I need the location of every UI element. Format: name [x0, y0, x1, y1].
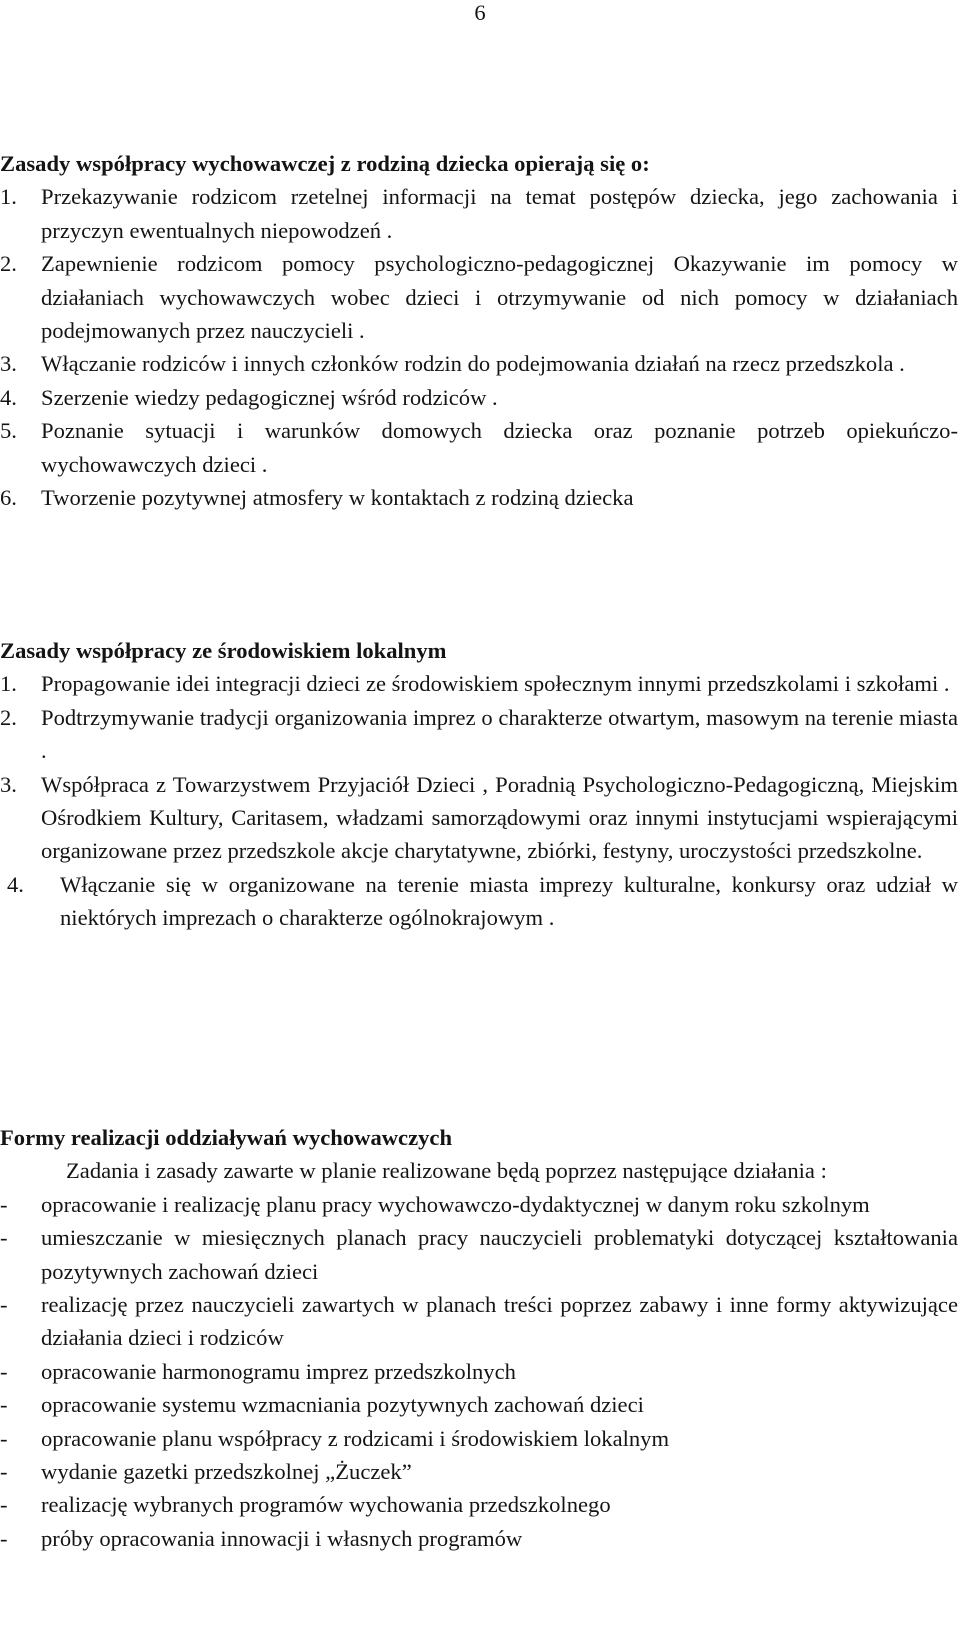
item-number: 1.: [0, 184, 17, 210]
list-item: [0, 247, 958, 347]
item-number: 4.: [0, 384, 17, 410]
bullet-dash: -: [0, 1225, 8, 1251]
list-item: [0, 1388, 958, 1421]
section-intro: Zadania i zasady zawarte w planie realizowane będą poprzez następujące działania :: [66, 1158, 827, 1184]
list-item: [0, 1221, 958, 1288]
item-text: opracowanie i realizację planu pracy wychowawczo-dydaktycznej w danym roku szkolnym: [41, 1191, 870, 1217]
item-text: opracowanie harmonogramu imprez przedszkolnych: [41, 1358, 516, 1384]
list-item: [0, 347, 958, 380]
item-text: Współpraca z Towarzystwem Przyjaciół Dzieci , Poradnią Psychologiczno-Pedagogiczną, Miejskim Ośrodkiem Kultury, Caritasem, władzami samorządowymi oraz innymi instytucjami wspierającymi organizowane przez przedszkole akcje charytatywne, zbiórki, festyny, uroczystości przedszkolne.: [41, 771, 958, 864]
list-item: [0, 1355, 958, 1388]
item-text: opracowanie systemu wzmacniania pozytywnych zachowań dzieci: [41, 1392, 644, 1418]
list-item: [0, 481, 958, 514]
list-item: [0, 868, 958, 935]
bullet-dash: -: [0, 1459, 8, 1485]
item-number: 5.: [0, 418, 17, 444]
section-heading: Formy realizacji oddziaływań wychowawczych: [0, 1125, 453, 1150]
item-number: 1.: [0, 671, 17, 697]
item-number: 6.: [0, 485, 17, 511]
bullet-dash: -: [0, 1525, 8, 1551]
item-text: realizację wybranych programów wychowania przedszkolnego: [41, 1492, 611, 1518]
item-text: Tworzenie pozytywnej atmosfery w kontaktach z rodziną dziecka: [41, 485, 634, 511]
item-text: Włączanie się w organizowane na terenie miasta imprezy kulturalne, konkursy oraz udział w niektórych imprezach o charakterze ogólnokrajowym .: [60, 871, 958, 931]
item-text: Propagowanie idei integracji dzieci ze środowiskiem społecznym innymi przedszkolami i szkołami .: [41, 671, 950, 697]
list-item: [0, 1522, 958, 1555]
bullet-dash: -: [0, 1191, 8, 1217]
item-text: Szerzenie wiedzy pedagogicznej wśród rodziców .: [41, 384, 498, 410]
bullet-dash: -: [0, 1292, 8, 1318]
section-forms: [0, 1121, 958, 1555]
item-number: 2.: [0, 251, 17, 277]
list-item: [0, 1288, 958, 1355]
bullet-dash: -: [0, 1392, 8, 1418]
item-number: 2.: [0, 704, 17, 730]
section-family-cooperation: [0, 147, 958, 514]
list-item: [0, 1488, 958, 1521]
item-text: opracowanie planu współpracy z rodzicami i środowiskiem lokalnym: [41, 1425, 670, 1451]
bullet-dash: -: [0, 1425, 8, 1451]
list-item: [0, 180, 958, 247]
list-item: [0, 667, 958, 700]
page-number: 6: [474, 0, 486, 25]
item-text: próby opracowania innowacji i własnych programów: [41, 1525, 523, 1551]
list-item: [0, 1188, 958, 1221]
list-item: [0, 414, 958, 481]
list-item: [0, 381, 958, 414]
item-text: wydanie gazetki przedszkolnej „Żuczek”: [41, 1459, 412, 1485]
item-text: realizację przez nauczycieli zawartych w planach treści poprzez zabawy i inne formy aktywizujące działania dzieci i rodziców: [41, 1292, 958, 1351]
list-item: [0, 701, 958, 768]
item-text: Poznanie sytuacji i warunków domowych dziecka oraz poznanie potrzeb opiekuńczo-wychowawczych dzieci .: [41, 418, 958, 477]
item-text: umieszczanie w miesięcznych planach pracy nauczycieli problematyki dotyczącej kształtowania pozytywnych zachowań dzieci: [41, 1225, 958, 1284]
bullet-dash: -: [0, 1358, 8, 1384]
list-item: [0, 768, 958, 868]
section-heading: Zasady współpracy wychowawczej z rodziną dziecka opierają się o:: [0, 151, 650, 176]
bullet-dash: -: [0, 1492, 8, 1518]
list-item: [0, 1422, 958, 1455]
item-number: 3.: [0, 351, 17, 377]
item-text: Przekazywanie rodzicom rzetelnej informacji na temat postępów dziecka, jego zachowania i przyczyn ewentualnych niepowodzeń .: [41, 184, 958, 243]
item-number: 3.: [0, 771, 17, 797]
item-text: Zapewnienie rodzicom pomocy psychologiczno-pedagogicznej Okazywanie im pomocy w działaniach wychowawczych wobec dzieci i otrzymywanie od nich pomocy w działaniach podejmowanych przez nauczycieli .: [41, 251, 958, 344]
list-item: [0, 1455, 958, 1488]
section-heading: Zasady współpracy ze środowiskiem lokalnym: [0, 638, 447, 663]
item-number: 4.: [7, 871, 24, 897]
section-local-cooperation: [0, 634, 958, 935]
item-text: Włączanie rodziców i innych członków rodzin do podejmowania działań na rzecz przedszkola .: [41, 351, 905, 377]
item-text: Podtrzymywanie tradycji organizowania imprez o charakterze otwartym, masowym na terenie miasta .: [41, 704, 958, 764]
